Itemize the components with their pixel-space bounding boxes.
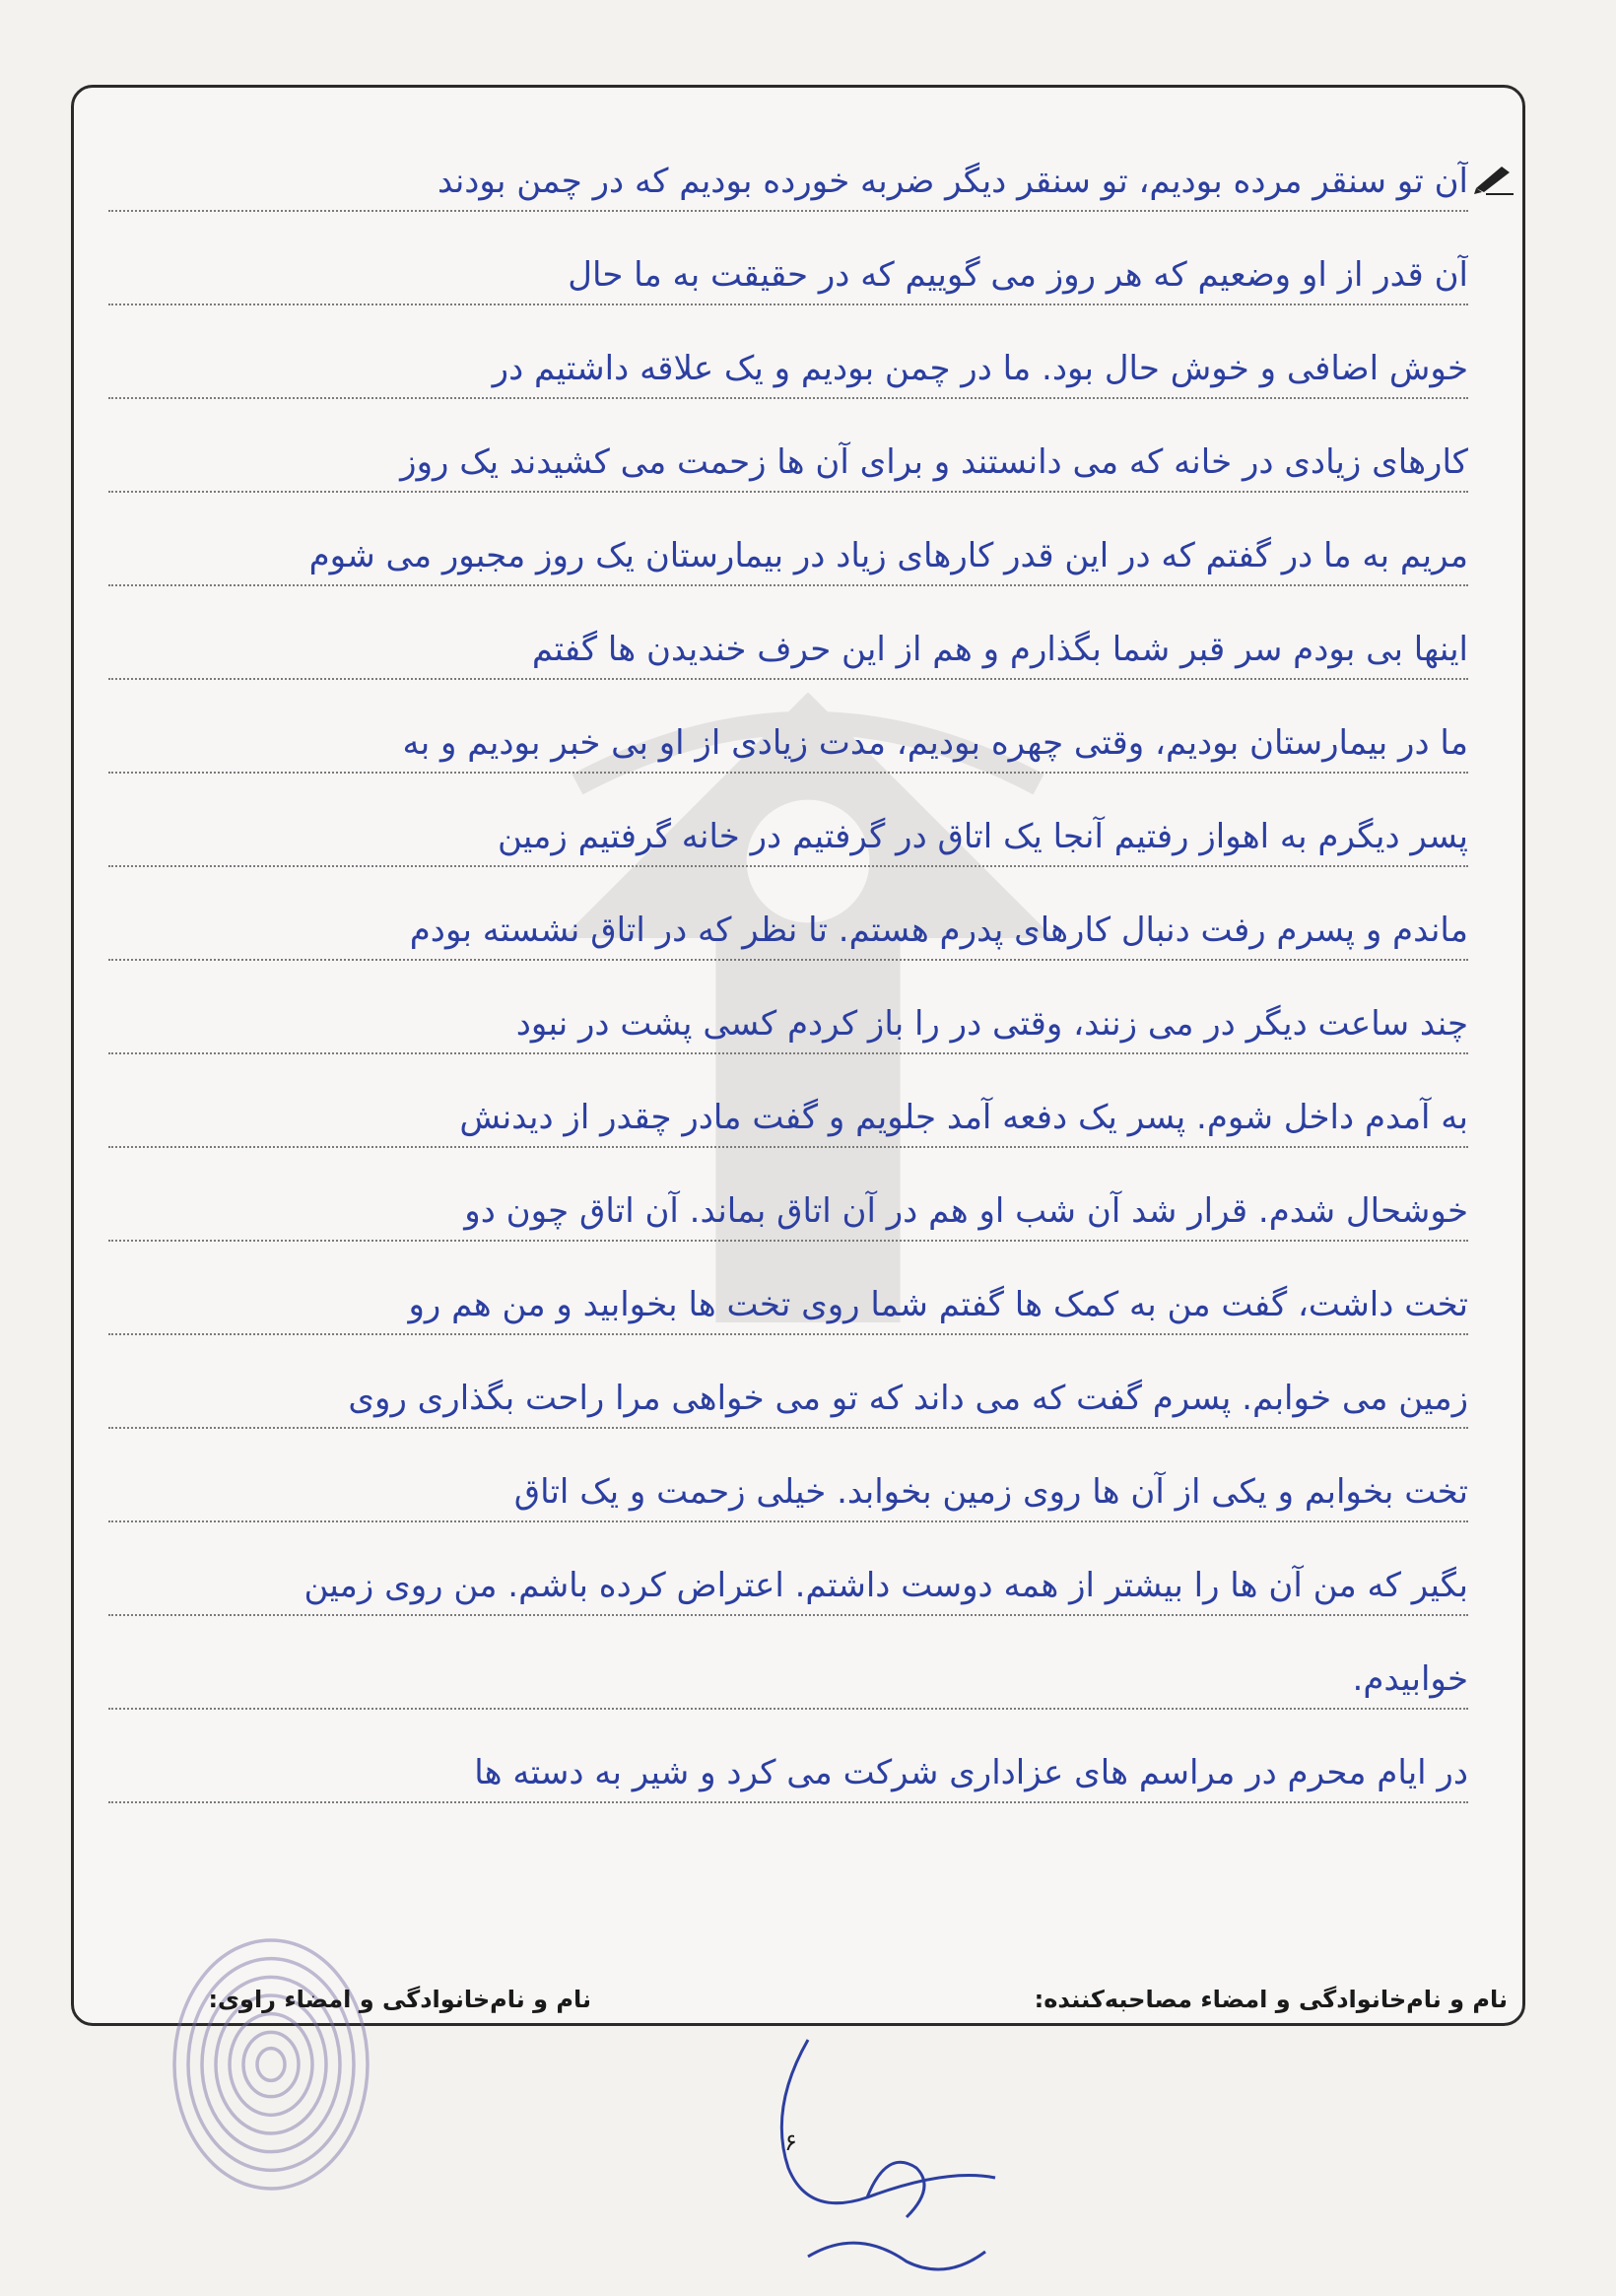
- text-line: [108, 680, 1468, 774]
- text-line: [108, 961, 1468, 1054]
- line-text: مریم به ما در گفتم که در این قدر کارهای زیاد در بیمارستان یک روز مجبور می شوم: [308, 535, 1468, 575]
- text-line: [108, 1335, 1468, 1429]
- line-text: آن تو سنقر مرده بودیم، تو سنقر دیگر ضربه خورده بودیم که در چمن بودند: [437, 161, 1468, 201]
- text-line: [108, 212, 1468, 305]
- pen-icon: [1472, 159, 1515, 196]
- page-number: ۶: [784, 2128, 797, 2156]
- handwritten-text-area: [108, 118, 1468, 1803]
- text-line: [108, 305, 1468, 399]
- text-line: [108, 1522, 1468, 1616]
- line-text: ماندم و پسرم رفت دنبال کارهای پدرم هستم. تا نظر که در اتاق نشسته بودم: [409, 910, 1468, 950]
- line-text: بگیر که من آن ها را بیشتر از همه دوست داشتم. اعتراض کرده باشم. من روی زمین: [303, 1565, 1468, 1605]
- interviewer-signature-label: نام و نام‌خانوادگی و امضاء مصاحبه‌کننده:: [1034, 1986, 1508, 2013]
- text-line: [108, 1054, 1468, 1148]
- line-text: در ایام محرم در مراسم های عزاداری شرکت می کرد و شیر به دسته ها: [474, 1752, 1468, 1792]
- line-text: پسر دیگرم به اهواز رفتیم آنجا یک اتاق در گرفتیم در خانه گرفتیم زمین: [498, 816, 1468, 856]
- text-line: [108, 774, 1468, 867]
- line-text: به آمدم داخل شوم. پسر یک دفعه آمد جلویم و گفت مادر چقدر از دیدنش: [459, 1097, 1468, 1137]
- line-text: چند ساعت دیگر در می زنند، وقتی در را باز کردم کسی پشت در نبود: [515, 1003, 1468, 1044]
- text-line: [108, 586, 1468, 680]
- line-text: خوشحال شدم. قرار شد آن شب او هم در آن اتاق بماند. آن اتاق چون دو: [464, 1190, 1468, 1231]
- line-text: آن قدر از او وضعیم که هر روز می گوییم که در حقیقت به ما حال: [568, 254, 1468, 295]
- text-line: [108, 1616, 1468, 1710]
- text-line: [108, 118, 1468, 212]
- text-line: [108, 1148, 1468, 1242]
- narrator-signature-label: نام و نام‌خانوادگی و امضاء راوی:: [208, 1986, 591, 2013]
- line-text: خوش اضافی و خوش حال بود. ما در چمن بودیم و یک علاقه داشتیم در: [492, 348, 1468, 388]
- text-line: [108, 1710, 1468, 1803]
- line-text: تخت داشت، گفت من به کمک ها گفتم شما روی تخت ها بخوابید و من هم رو: [408, 1284, 1468, 1324]
- line-text: تخت بخوابم و یکی از آن ها روی زمین بخوابد. خیلی زحمت و یک اتاق: [513, 1471, 1468, 1512]
- line-text: ما در بیمارستان بودیم، وقتی چهره بودیم، مدت زیادی از او بی خبر بودیم و به: [402, 722, 1468, 763]
- handwritten-signature: [749, 2030, 1064, 2286]
- line-text: خوابیدم.: [1352, 1658, 1468, 1699]
- text-line: [108, 399, 1468, 493]
- text-line: [108, 493, 1468, 586]
- line-text: زمین می خوابم. پسرم گفت که می داند که تو می خواهی مرا راحت بگذاری روی: [348, 1378, 1468, 1418]
- text-line: [108, 1242, 1468, 1335]
- text-line: [108, 867, 1468, 961]
- fingerprint-mark: [153, 1926, 389, 2202]
- line-text: اینها بی بودم سر قبر شما بگذارم و هم از این حرف خندیدن ها گفتم: [531, 629, 1468, 669]
- line-text: کارهای زیادی در خانه که می دانستند و برای آن ها زحمت می کشیدند یک روز: [400, 441, 1468, 482]
- text-line: [108, 1429, 1468, 1522]
